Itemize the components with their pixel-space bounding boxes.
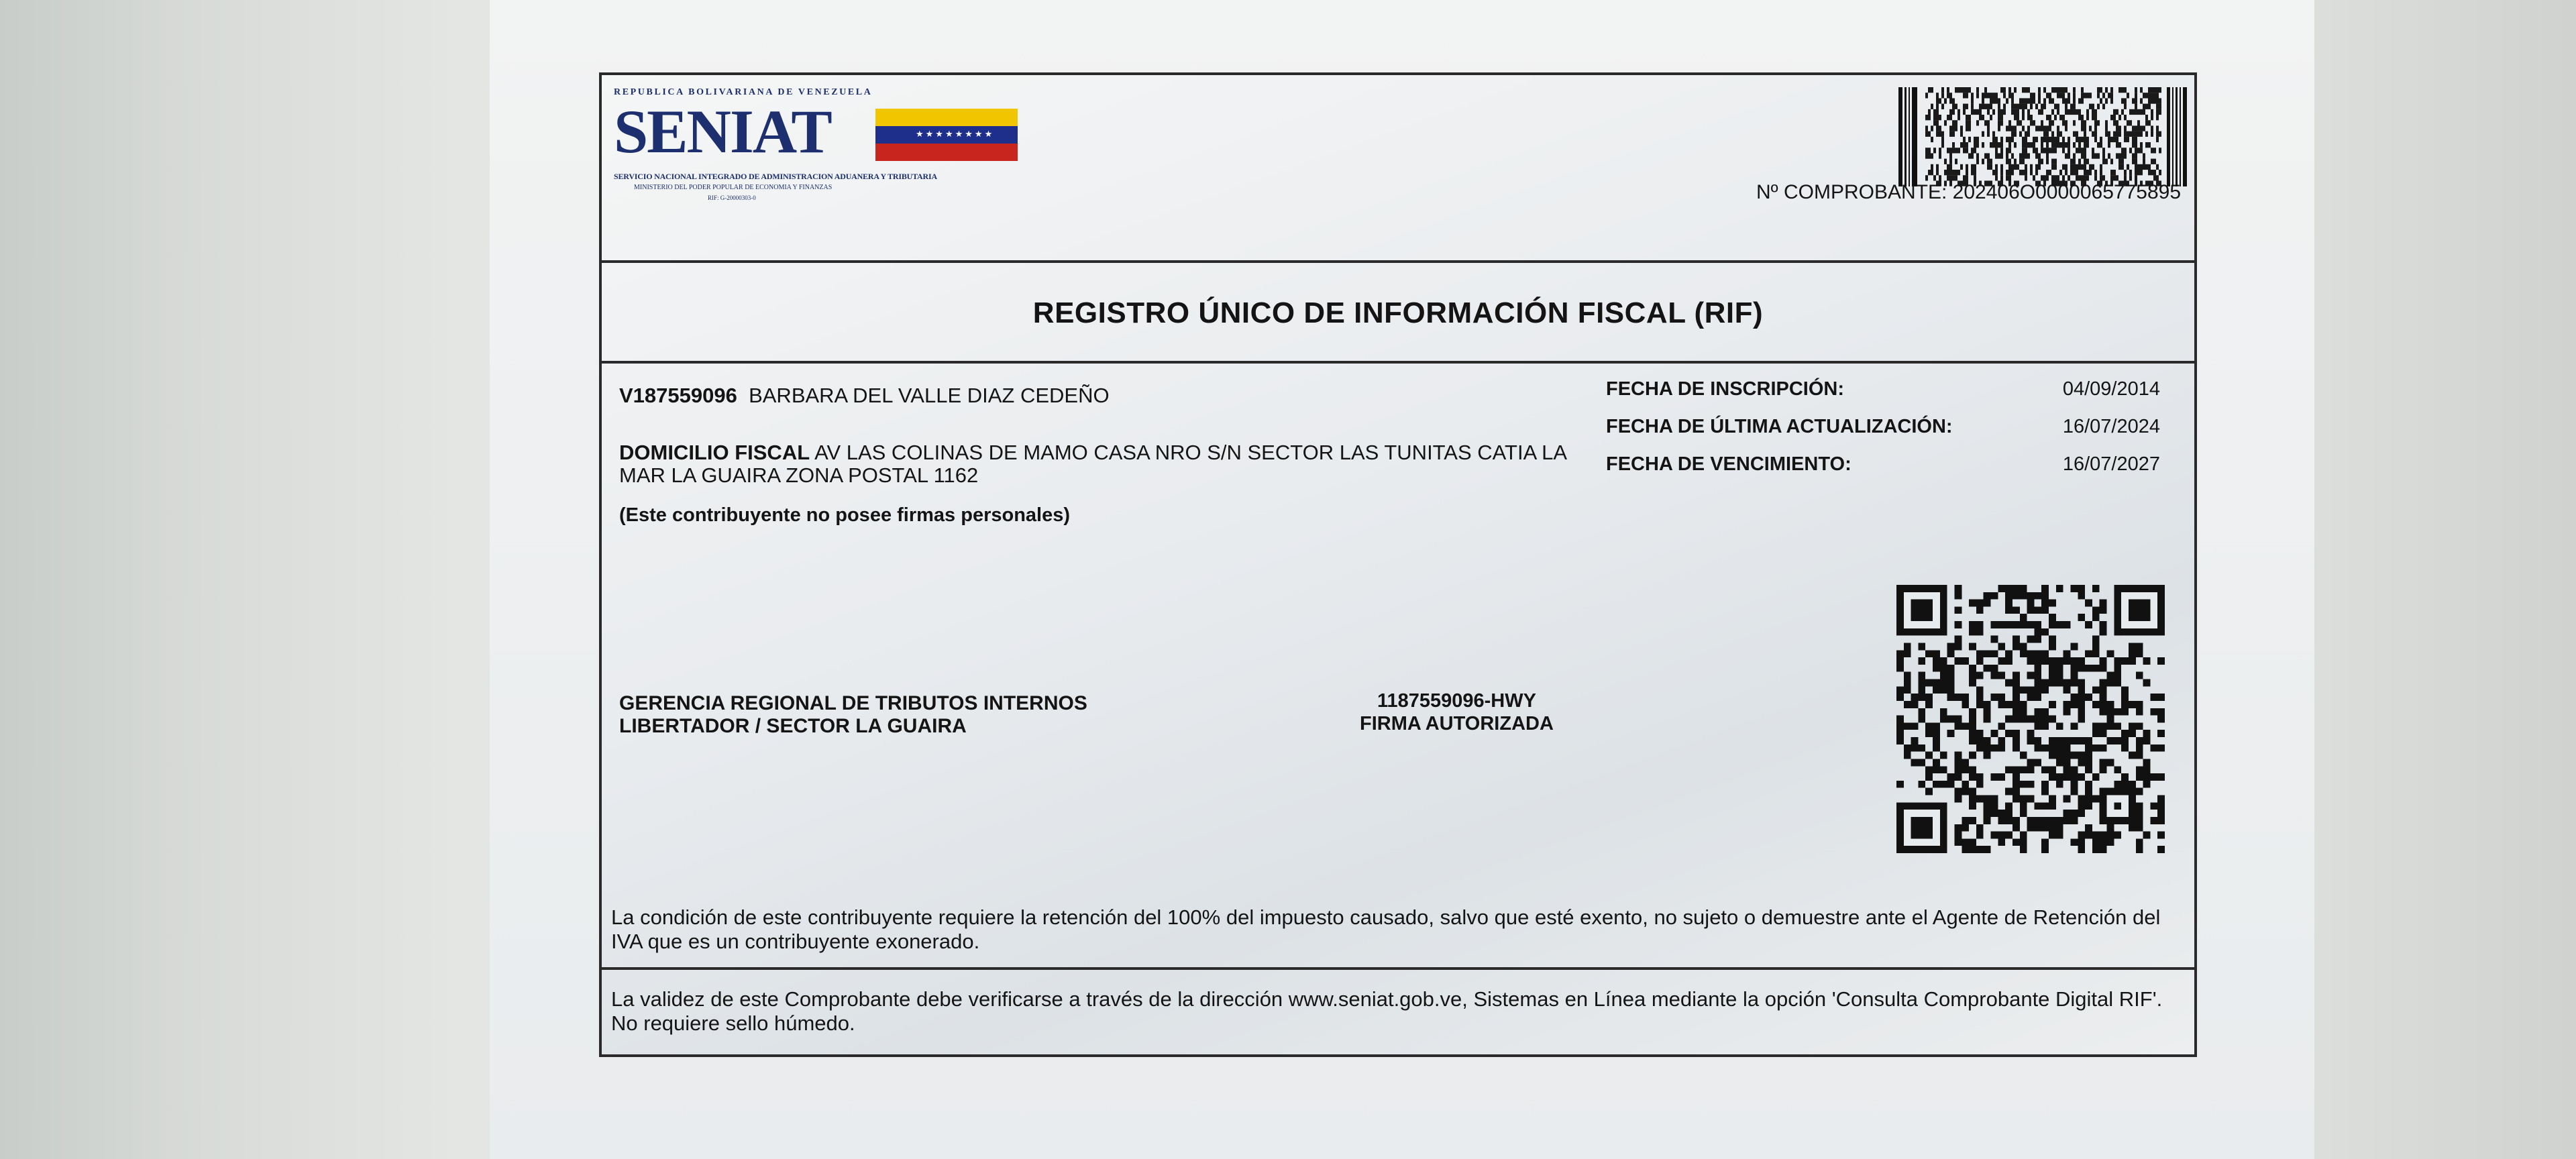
authorized-signature bbox=[1360, 689, 1554, 735]
retention-note: La condición de este contribuyente requiere la retención del 100% del impuesto causado, salvo que esté exento, no sujeto o demuestre ante el Agente de Retención del IVA que es un contribuyente exonerado. bbox=[611, 905, 2161, 953]
fiscal-address-label: DOMICILIO FISCAL bbox=[619, 441, 810, 464]
legal-notes bbox=[602, 892, 2194, 1057]
date-value: 04/09/2014 bbox=[2062, 378, 2160, 400]
date-label: FECHA DE ÚLTIMA ACTUALIZACIÓN: bbox=[1606, 416, 1953, 437]
comprobante-number bbox=[1756, 181, 2181, 204]
rif-certificate bbox=[599, 72, 2197, 1057]
logo-wordmark: SENIAT bbox=[614, 97, 831, 166]
document-header bbox=[602, 75, 2194, 263]
logo-ministry: MINISTERIO DEL PODER POPULAR DE ECONOMIA Y FINANZAS bbox=[634, 184, 833, 191]
flag-icon: ★★★★★★★★ bbox=[875, 109, 1018, 161]
date-row-vencimiento bbox=[1606, 453, 2176, 491]
signatures-note: (Este contribuyente no posee firmas personales) bbox=[619, 504, 1071, 526]
fiscal-address-value: AV LAS COLINAS DE MAMO CASA NRO S/N SECTOR LAS TUNITAS CATIA LA MAR LA GUAIRA ZONA POSTAL 1162 bbox=[619, 441, 1566, 487]
barcode-icon bbox=[1898, 87, 2190, 186]
dates-block bbox=[1606, 378, 2176, 491]
fiscal-address bbox=[619, 441, 1599, 487]
comprobante-value: 202406O0000065775895 bbox=[1952, 181, 2181, 203]
comprobante-label: Nº COMPROBANTE: bbox=[1756, 181, 1947, 203]
qr-code-icon bbox=[1896, 585, 2165, 853]
seniat-logo bbox=[614, 87, 1016, 215]
taxpayer-rif: V187559096 bbox=[619, 384, 737, 407]
taxpayer-id-line bbox=[619, 384, 1110, 408]
date-row-inscripcion bbox=[1606, 378, 2176, 416]
validity-note: La validez de este Comprobante debe verificarse a través de la dirección www.seniat.gob.ve, Sistemas en Línea mediante la opción 'Consulta Comprobante Digital RIF'. No requiere sello húmedo. bbox=[611, 987, 2163, 1035]
regional-office-line1: GERENCIA REGIONAL DE TRIBUTOS INTERNOS bbox=[619, 692, 1087, 714]
taxpayer-name: BARBARA DEL VALLE DIAZ CEDEÑO bbox=[749, 384, 1110, 407]
regional-office-line2: LIBERTADOR / SECTOR LA GUAIRA bbox=[619, 715, 967, 737]
taxpayer-section bbox=[602, 364, 2194, 970]
date-value: 16/07/2027 bbox=[2062, 453, 2160, 475]
signature-code: 1187559096-HWY bbox=[1377, 690, 1536, 712]
signature-label: FIRMA AUTORIZADA bbox=[1360, 713, 1554, 734]
date-label: FECHA DE INSCRIPCIÓN: bbox=[1606, 378, 1844, 400]
title-row bbox=[602, 260, 2194, 364]
regional-office bbox=[619, 692, 1087, 738]
date-label: FECHA DE VENCIMIENTO: bbox=[1606, 453, 1851, 475]
date-row-actualizacion bbox=[1606, 416, 2176, 453]
logo-republica: REPUBLICA BOLIVARIANA DE VENEZUELA bbox=[614, 87, 873, 97]
document-title: REGISTRO ÚNICO DE INFORMACIÓN FISCAL (RIF) bbox=[1032, 296, 1764, 329]
logo-tagline: SERVICIO NACIONAL INTEGRADO DE ADMINISTRACION ADUANERA Y TRIBUTARIA bbox=[614, 172, 937, 181]
logo-rif: RIF: G-20000303-0 bbox=[708, 195, 756, 201]
date-value: 16/07/2024 bbox=[2062, 416, 2160, 437]
